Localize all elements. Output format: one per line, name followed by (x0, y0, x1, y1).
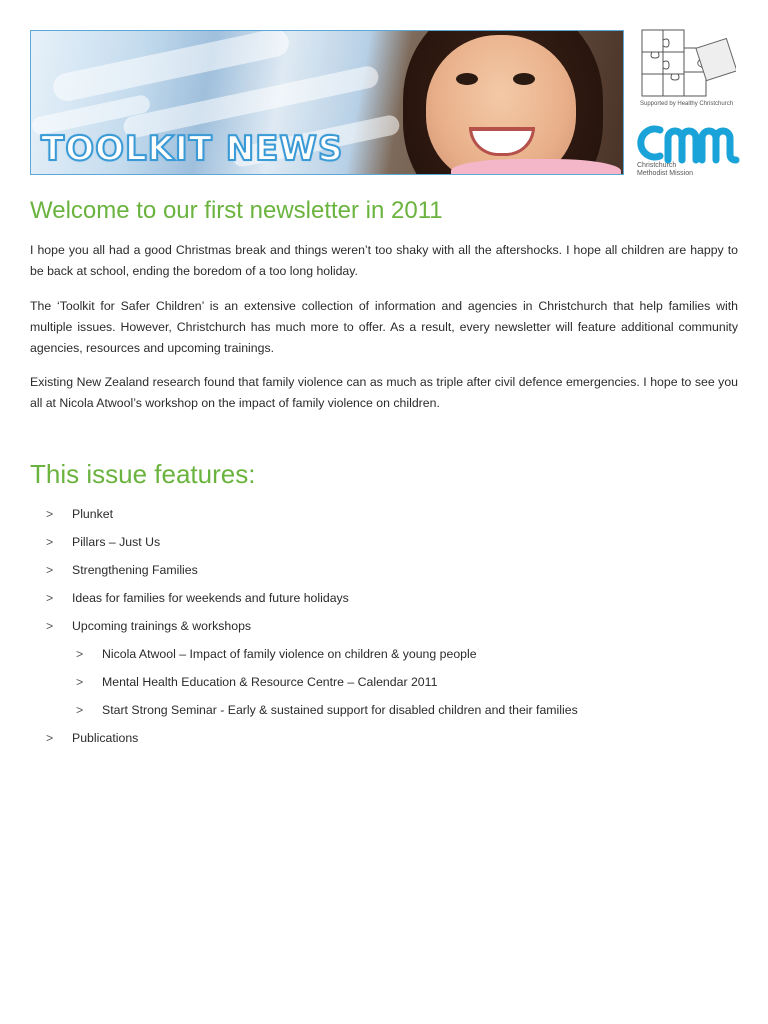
list-item: > Strengthening Families (30, 560, 750, 588)
chevron-right-icon: > (76, 675, 84, 689)
sub-list-item: > Mental Health Education & Resource Centre – Calendar 2011 (30, 672, 750, 700)
list-item: > Plunket (30, 504, 750, 532)
intro-paragraph-1: I hope you all had a good Christmas break and things weren’t too shaky with all the aftershocks. I hope all children are happy to be back at school, ending the boredom of a too long holiday. (30, 243, 738, 278)
chevron-right-icon: > (46, 731, 54, 745)
features-list (30, 504, 750, 756)
chevron-right-icon: > (46, 591, 54, 605)
cmm-logo-icon (636, 120, 740, 168)
chevron-right-icon: > (46, 563, 54, 577)
features-heading: This issue features: (30, 459, 256, 489)
list-item: > Upcoming trainings & workshops (30, 616, 750, 644)
list-item: > Ideas for families for weekends and future holidays (30, 588, 750, 616)
list-item: > Pillars – Just Us (30, 532, 750, 560)
supported-by-caption: Supported by Healthy Christchurch (640, 101, 734, 107)
puzzle-logo-icon (640, 28, 736, 100)
intro-paragraph-3: Existing New Zealand research found that family violence can as much as triple after civil defence emergencies. I hope to see you all at Nicola Atwool’s workshop on the impact of family violence on children. (30, 375, 738, 410)
chevron-right-icon: > (76, 703, 84, 717)
header-banner (30, 30, 624, 175)
list-item: > Publications (30, 728, 750, 756)
chevron-right-icon: > (46, 619, 54, 633)
cmm-logo-text: Christchurch Methodist Mission (637, 162, 694, 177)
intro-heading: Welcome to our first newsletter in 2011 (30, 197, 443, 224)
sub-list-item: > Start Strong Seminar - Early & sustained support for disabled children and their families (30, 700, 750, 728)
chevron-right-icon: > (46, 535, 54, 549)
banner-title: TOOLKIT NEWS (41, 129, 344, 169)
chevron-right-icon: > (46, 507, 54, 521)
intro-paragraph-2: The ‘Toolkit for Safer Children’ is an extensive collection of information and agencies in Christchurch that help families with multiple issues. However, Christchurch has much more to offer. As a result, every newsletter will feature additional community agencies, resources and upcoming trainings. (30, 299, 738, 355)
sub-list-item: > Nicola Atwool – Impact of family violence on children & young people (30, 644, 750, 672)
chevron-right-icon: > (76, 647, 84, 661)
